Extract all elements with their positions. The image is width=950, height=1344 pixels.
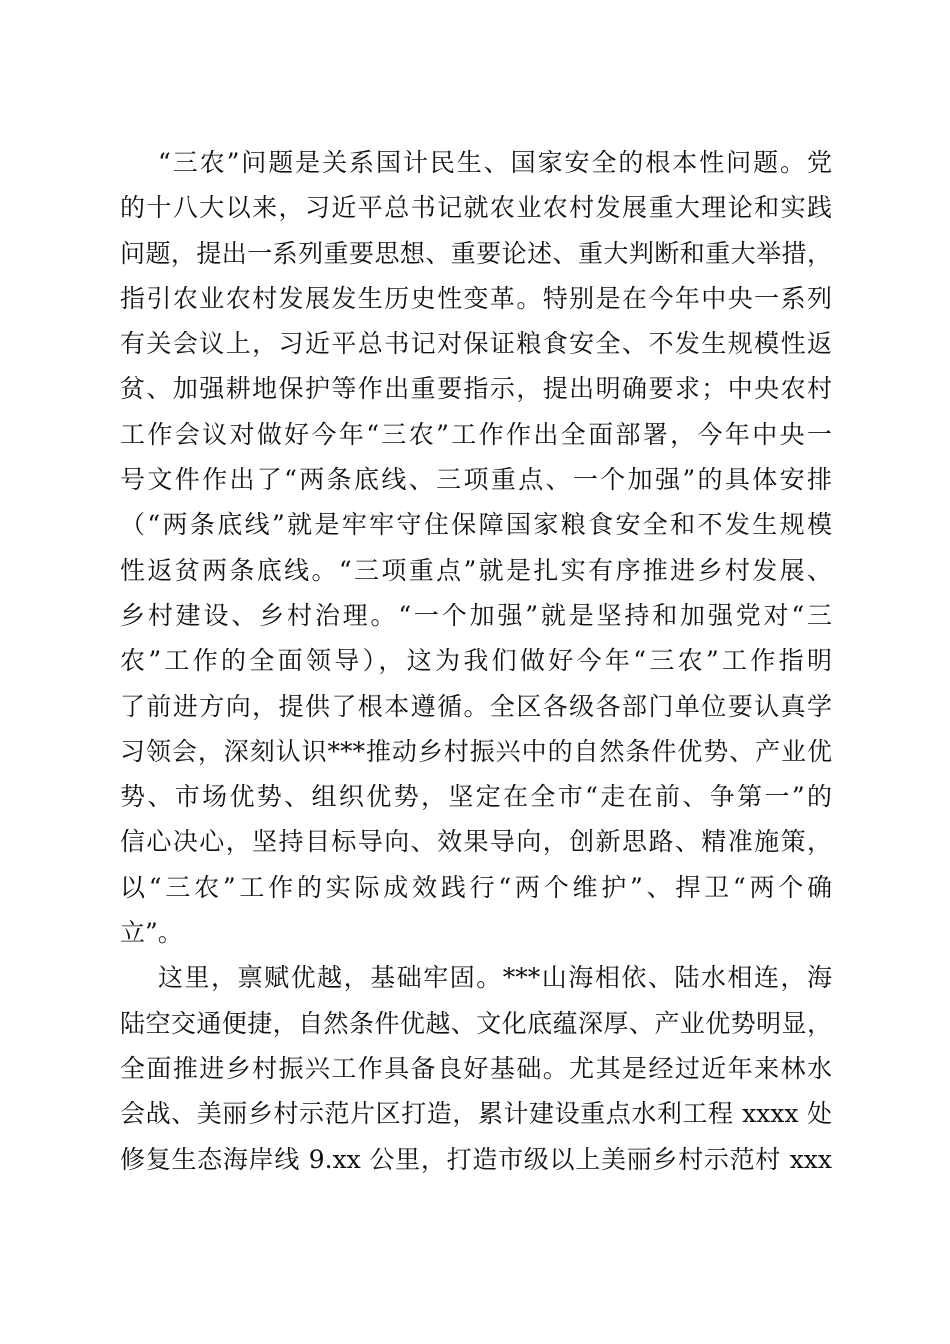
paragraph-line: 的十八大以来，习近平总书记就农业农村发展重大理论和实践	[120, 193, 832, 223]
paragraph-line: 全面推进乡村振兴工作具备良好基础。尤其是经过近年来林水	[120, 1053, 832, 1083]
paragraph-line: 贫、加强耕地保护等作出重要指示，提出明确要求；中央农村	[120, 374, 832, 404]
paragraph-line: 问题，提出一系列重要思想、重要论述、重大判断和重大举措，	[120, 238, 832, 268]
paragraph-line: 修复生态海岸线 9.xx 公里，打造市级以上美丽乡村示范村 xxx	[120, 1144, 832, 1174]
paragraph-line: 有关会议上，习近平总书记对保证粮食安全、不发生规模性返	[120, 329, 832, 359]
paragraph-1	[120, 140, 832, 955]
paragraph-line: 信心决心，坚持目标导向、效果导向，创新思路、精准施策，	[120, 827, 832, 857]
paragraph-line: “三农”问题是关系国计民生、国家安全的根本性问题。党	[158, 148, 832, 177]
paragraph-line: 这里，禀赋优越，基础牢固。***山海相依、陆水相连，海	[158, 963, 832, 993]
paragraph-line: 性返贫两条底线。“三项重点”就是扎实有序推进乡村发展、	[120, 555, 832, 585]
paragraph-line: 号文件作出了“两条底线、三项重点、一个加强”的具体安排	[120, 465, 832, 495]
paragraph-line: 立”。	[120, 918, 183, 948]
paragraph-line: 工作会议对做好今年“三农”工作作出全面部署，今年中央一	[120, 419, 832, 449]
paragraph-line: 会战、美丽乡村示范片区打造，累计建设重点水利工程 xxxx 处	[120, 1099, 832, 1129]
paragraph-line: 习领会，深刻认识***推动乡村振兴中的自然条件优势、产业优	[120, 736, 832, 766]
paragraph-line: （“两条底线”就是牢牢守住保障国家粮食安全和不发生规模	[120, 510, 832, 540]
paragraph-2	[120, 955, 832, 1181]
paragraph-line: 指引农业农村发展发生历史性变革。特别是在今年中央一系列	[120, 283, 832, 313]
paragraph-line: 乡村建设、乡村治理。“一个加强”就是坚持和加强党对“三	[120, 600, 832, 630]
paragraph-line: 农”工作的全面领导），这为我们做好今年“三农”工作指明	[120, 646, 832, 676]
paragraph-line: 了前进方向，提供了根本遵循。全区各级各部门单位要认真学	[120, 691, 832, 721]
paragraph-line: 陆空交通便捷，自然条件优越、文化底蕴深厚、产业优势明显，	[120, 1008, 832, 1038]
body-text	[120, 140, 832, 1182]
paragraph-line: 以“三农”工作的实际成效践行“两个维护”、捍卫“两个确	[120, 872, 832, 902]
paragraph-line: 势、市场优势、组织优势，坚定在全市“走在前、争第一”的	[120, 782, 832, 812]
